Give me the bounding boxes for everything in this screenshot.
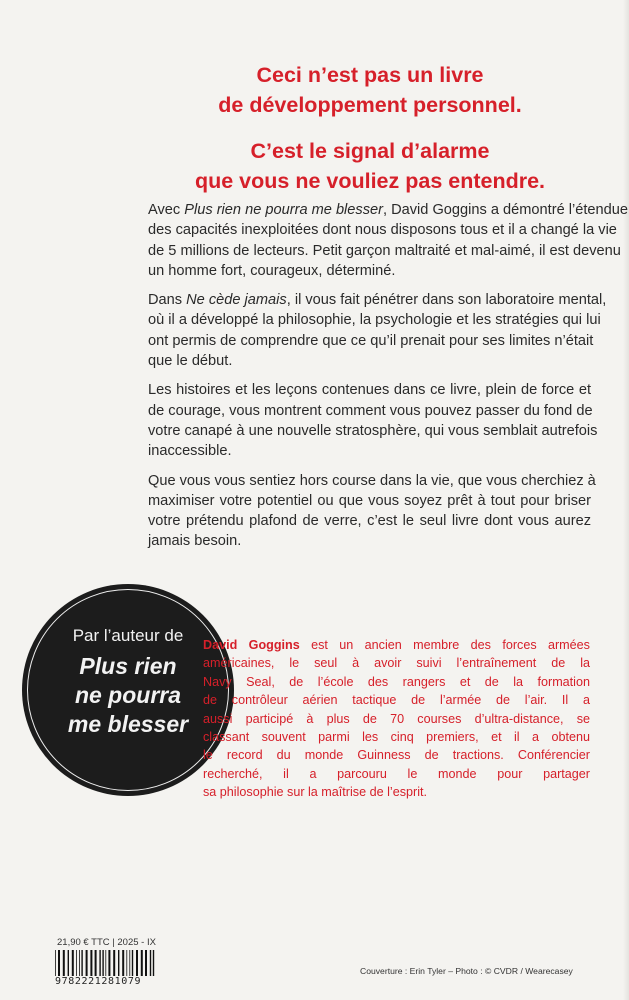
text-segment: de courage, vous montrent comment vous pouvez passer du fond de <box>148 402 593 419</box>
badge-by-author: Par l’auteur de <box>72 626 184 645</box>
text-line <box>203 746 590 764</box>
barcode-bar <box>126 950 127 976</box>
text-segment: sa philosophie sur la maîtrise de l’esprit. <box>203 785 427 800</box>
text-line <box>148 491 591 511</box>
text-segment: le record du monde Guinness de tractions. Conférencier <box>203 748 590 763</box>
text-segment: est un ancien membre des forces armées <box>299 638 590 652</box>
barcode-bar <box>105 950 106 976</box>
barcode-bar <box>76 950 77 976</box>
barcode-bar <box>150 950 151 976</box>
text-line <box>148 331 594 351</box>
text-segment: Navy Seal, de l’école des rangers et de la formation <box>203 674 590 689</box>
headline-line: Ceci n’est pas un livre <box>256 63 484 87</box>
barcode-bar <box>118 950 119 976</box>
book-title: Ne cède jamais <box>186 292 287 309</box>
text-line <box>203 728 590 746</box>
headline-second <box>148 136 592 196</box>
text-line <box>148 351 591 371</box>
text-segment: , il vous fait pénétrer dans son laboratoire mental, <box>286 292 607 309</box>
badge-book-title: Plus rien <box>79 653 177 679</box>
text-segment: votre prétendu plafond de verre, c’est le seul livre dont vous aurez <box>148 513 591 530</box>
barcode-bar <box>79 950 80 976</box>
barcode-bar <box>63 950 65 976</box>
text-line <box>203 765 590 783</box>
headline-line: que vous ne vouliez pas entendre. <box>194 169 546 193</box>
headline-first <box>148 60 592 120</box>
text-line <box>148 531 591 551</box>
barcode-bar <box>90 950 92 976</box>
text-segment: jamais besoin. <box>148 533 242 550</box>
text-line <box>148 241 621 261</box>
text-segment: , David Goggins a démontré l’étendue <box>382 202 628 218</box>
text-segment: de contrôleur aérien tactique de l’armée de l’air. Il a <box>203 693 590 708</box>
barcode <box>55 950 157 976</box>
barcode-bar <box>81 950 82 976</box>
badge-book-title: ne pourra <box>74 682 182 708</box>
text-segment: Avec <box>148 202 185 218</box>
text-segment: Dans <box>148 292 187 309</box>
barcode-bar <box>99 950 100 976</box>
text-segment: Les histoires et les leçons contenues dans ce livre, plein de force et <box>148 382 591 399</box>
barcode-bar <box>68 950 69 976</box>
barcode-bar <box>136 950 138 976</box>
paragraph <box>148 290 607 371</box>
text-line <box>203 654 590 672</box>
text-segment: un homme fort, courageux, déterminé. <box>148 262 396 279</box>
text-line <box>148 511 591 531</box>
paragraph <box>148 380 598 461</box>
barcode-bar <box>102 950 103 976</box>
text-line <box>148 200 628 220</box>
barcode-bar <box>132 950 133 976</box>
barcode-bar <box>145 950 147 976</box>
barcode-bar <box>122 950 124 976</box>
author-name: David Goggins <box>203 638 300 652</box>
blurb-text <box>148 200 628 561</box>
author-bio <box>203 636 590 802</box>
barcode-bar <box>95 950 97 976</box>
text-segment: aussi participé à plus de 70 courses d’ultra-distance, se <box>203 711 590 726</box>
text-segment: inaccessible. <box>148 443 232 460</box>
text-segment: Que vous vous sentiez hors course dans la vie, que vous cherchiez à <box>148 472 596 489</box>
text-line <box>203 691 590 709</box>
headline-line: C’est le signal d’alarme <box>250 139 490 163</box>
book-title: Plus rien ne pourra me blesser <box>184 202 383 218</box>
text-line <box>203 636 590 654</box>
text-segment: ont permis de comprendre que ce qu’il prenait pour ses limites n’était <box>148 332 594 349</box>
paragraph <box>148 200 628 281</box>
text-line <box>148 421 598 441</box>
text-line <box>203 710 590 728</box>
barcode-bar <box>141 950 143 976</box>
text-line <box>148 471 596 491</box>
barcode-bar <box>113 950 115 976</box>
barcode-bar <box>86 950 88 976</box>
text-segment: où il a développé la philosophie, la psychologie et les stratégies qui lui <box>148 312 601 329</box>
text-line <box>148 441 591 461</box>
text-segment: maximiser votre potentiel ou que vous soyez prêt à tout pour briser <box>148 492 591 509</box>
text-segment: recherché, il a parcouru le monde pour partager <box>203 766 590 781</box>
page-edge-shadow <box>623 0 629 1000</box>
barcode-bar <box>153 950 154 976</box>
text-segment: de 5 millions de lecteurs. Petit garçon maltraité et mal-aimé, il est devenu <box>148 242 621 259</box>
text-segment: que le début. <box>148 353 233 370</box>
text-line <box>148 220 617 240</box>
text-segment: américaines, le seul à avoir suivi l’entraînement de la <box>203 656 590 671</box>
text-line <box>148 401 591 421</box>
text-segment: des capacités inexploitées dont nous disposons tous et il a changé la vie <box>148 222 617 239</box>
paragraph <box>148 471 596 552</box>
barcode-bar <box>129 950 130 976</box>
badge-book-title: me blesser <box>67 711 189 737</box>
price-label: 21,90 € TTC | 2025 - IX <box>57 937 156 948</box>
isbn-number: 9782221281079 <box>55 976 142 987</box>
barcode-bar <box>58 950 60 976</box>
text-line <box>203 673 590 691</box>
text-line <box>203 783 590 801</box>
cover-credits: Couverture : Erin Tyler – Photo : © CVDR / Wearecasey <box>360 966 573 976</box>
text-line <box>148 310 601 330</box>
text-segment: classant souvent parmi les cinq premiers, et il a obtenu <box>203 730 590 745</box>
headline-line: de développement personnel. <box>218 93 522 117</box>
barcode-bar <box>55 950 56 976</box>
text-line <box>148 261 591 281</box>
text-segment: votre canapé à une nouvelle stratosphère, qui vous semblait autrefois <box>148 422 598 439</box>
text-line <box>148 290 607 310</box>
barcode-bar <box>108 950 110 976</box>
text-line <box>148 380 591 400</box>
barcode-bar <box>72 950 74 976</box>
